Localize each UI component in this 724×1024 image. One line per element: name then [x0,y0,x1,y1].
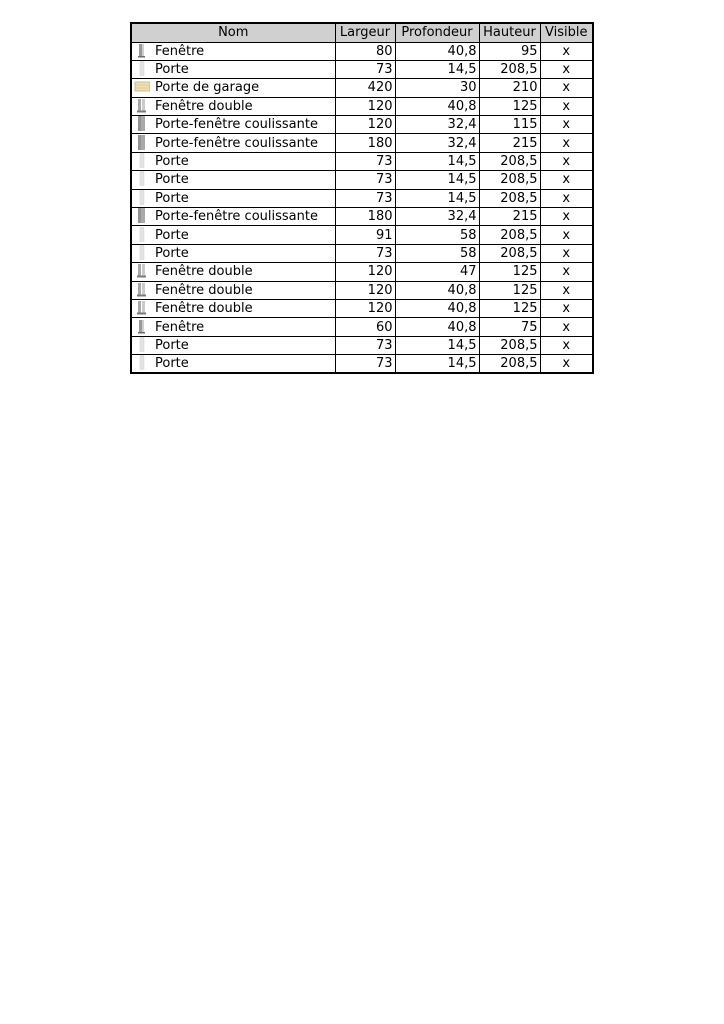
door-icon [134,153,150,168]
row-name-label: Porte [155,154,189,170]
cell-largeur[interactable]: 120 [335,281,395,299]
cell-profondeur[interactable]: 14,5 [395,336,479,354]
header-nom[interactable]: Nom [131,23,335,42]
cell-hauteur[interactable]: 115 [479,116,540,134]
row-name-label: Porte [155,172,189,188]
cell-nom[interactable] [131,244,335,262]
cell-visible[interactable]: x [540,355,593,374]
cell-profondeur[interactable]: 58 [395,244,479,262]
row-name-label: Fenêtre double [155,264,253,280]
table-row[interactable] [131,355,593,374]
cell-largeur[interactable]: 73 [335,244,395,262]
cell-largeur[interactable]: 73 [335,171,395,189]
cell-visible[interactable]: x [540,60,593,78]
cell-largeur[interactable]: 73 [335,189,395,207]
cell-largeur[interactable]: 420 [335,79,395,97]
row-name-label: Porte-fenêtre coulissante [155,117,318,133]
cell-profondeur[interactable]: 40,8 [395,281,479,299]
cell-nom[interactable] [131,263,335,281]
table-row[interactable] [131,244,593,262]
door-icon [134,355,150,370]
door-icon [134,227,150,242]
cell-profondeur[interactable]: 47 [395,263,479,281]
cell-hauteur[interactable]: 208,5 [479,336,540,354]
cell-hauteur[interactable]: 95 [479,42,540,60]
table-header-row [131,23,593,42]
row-name-label: Porte [155,227,189,243]
double-window-icon [134,282,150,297]
cell-visible[interactable]: x [540,116,593,134]
cell-visible[interactable]: x [540,189,593,207]
cell-nom[interactable] [131,116,335,134]
cell-visible[interactable]: x [540,171,593,189]
cell-hauteur[interactable]: 208,5 [479,60,540,78]
cell-hauteur[interactable]: 210 [479,79,540,97]
cell-nom[interactable] [131,42,335,60]
cell-largeur[interactable]: 180 [335,134,395,152]
cell-hauteur[interactable]: 208,5 [479,226,540,244]
double-window-icon [134,98,150,113]
cell-profondeur[interactable]: 32,4 [395,208,479,226]
cell-largeur[interactable]: 120 [335,116,395,134]
row-name-label: Fenêtre double [155,282,253,298]
table-row[interactable] [131,226,593,244]
cell-nom[interactable] [131,336,335,354]
cell-largeur[interactable]: 120 [335,263,395,281]
row-name-label: Porte [155,356,189,372]
cell-hauteur[interactable]: 208,5 [479,355,540,374]
header-hauteur[interactable]: Hauteur [479,23,540,42]
cell-largeur[interactable]: 73 [335,336,395,354]
cell-hauteur[interactable]: 208,5 [479,189,540,207]
cell-nom[interactable] [131,355,335,374]
cell-profondeur[interactable]: 40,8 [395,97,479,115]
cell-visible[interactable]: x [540,97,593,115]
cell-largeur[interactable]: 73 [335,152,395,170]
header-visible[interactable]: Visible [540,23,593,42]
cell-largeur[interactable]: 73 [335,355,395,374]
cell-visible[interactable]: x [540,244,593,262]
garage-door-icon [134,79,150,94]
cell-visible[interactable]: x [540,226,593,244]
furniture-table [130,22,594,374]
row-name-label: Fenêtre [155,319,205,335]
table-row[interactable] [131,336,593,354]
cell-profondeur[interactable]: 30 [395,79,479,97]
row-name-label: Porte [155,337,189,353]
cell-profondeur[interactable]: 14,5 [395,355,479,374]
cell-nom[interactable] [131,281,335,299]
sliding-door-icon [134,135,150,150]
cell-hauteur[interactable]: 125 [479,263,540,281]
cell-profondeur[interactable]: 32,4 [395,134,479,152]
cell-hauteur[interactable]: 208,5 [479,244,540,262]
cell-nom[interactable] [131,208,335,226]
cell-profondeur[interactable]: 40,8 [395,318,479,336]
cell-nom[interactable] [131,299,335,317]
window-icon [134,319,150,334]
row-name-label: Porte de garage [155,80,260,96]
row-name-label: Porte [155,245,189,261]
cell-profondeur[interactable]: 14,5 [395,152,479,170]
cell-hauteur[interactable]: 215 [479,134,540,152]
cell-nom[interactable] [131,60,335,78]
door-icon [134,245,150,260]
door-icon [134,190,150,205]
cell-nom[interactable] [131,134,335,152]
table-row[interactable] [131,152,593,170]
row-name-label: Porte-fenêtre coulissante [155,209,318,225]
header-profondeur[interactable]: Profondeur [395,23,479,42]
double-window-icon [134,263,150,278]
row-name-label: Fenêtre double [155,301,253,317]
cell-visible[interactable]: x [540,336,593,354]
cell-profondeur[interactable]: 40,8 [395,299,479,317]
table-row[interactable] [131,134,593,152]
cell-nom[interactable] [131,318,335,336]
cell-profondeur[interactable]: 40,8 [395,42,479,60]
table-row[interactable] [131,189,593,207]
cell-hauteur[interactable]: 125 [479,299,540,317]
table-row[interactable] [131,79,593,97]
table-row[interactable] [131,281,593,299]
row-name-label: Fenêtre [155,43,205,59]
row-name-label: Porte [155,62,189,78]
cell-nom[interactable] [131,97,335,115]
cell-hauteur[interactable]: 215 [479,208,540,226]
cell-nom[interactable] [131,152,335,170]
double-window-icon [134,300,150,315]
cell-hauteur[interactable]: 125 [479,281,540,299]
cell-profondeur[interactable]: 14,5 [395,60,479,78]
cell-largeur[interactable]: 91 [335,226,395,244]
door-icon [134,61,150,76]
cell-largeur[interactable]: 80 [335,42,395,60]
cell-visible[interactable]: x [540,152,593,170]
cell-nom[interactable] [131,79,335,97]
cell-largeur[interactable]: 180 [335,208,395,226]
cell-largeur[interactable]: 120 [335,97,395,115]
cell-profondeur[interactable]: 58 [395,226,479,244]
table-row[interactable] [131,60,593,78]
cell-hauteur[interactable]: 208,5 [479,152,540,170]
cell-visible[interactable]: x [540,318,593,336]
cell-nom[interactable] [131,171,335,189]
table-row[interactable] [131,42,593,60]
table-row[interactable] [131,97,593,115]
table-row[interactable] [131,116,593,134]
door-icon [134,171,150,186]
cell-largeur[interactable]: 73 [335,60,395,78]
sliding-door-icon [134,116,150,131]
header-largeur[interactable]: Largeur [335,23,395,42]
cell-hauteur[interactable]: 75 [479,318,540,336]
table-row[interactable] [131,263,593,281]
cell-profondeur[interactable]: 32,4 [395,116,479,134]
cell-visible[interactable]: x [540,134,593,152]
sliding-door-icon [134,208,150,223]
cell-visible[interactable]: x [540,42,593,60]
cell-visible[interactable]: x [540,208,593,226]
cell-nom[interactable] [131,189,335,207]
cell-profondeur[interactable]: 14,5 [395,189,479,207]
cell-largeur[interactable]: 60 [335,318,395,336]
door-icon [134,337,150,352]
cell-visible[interactable]: x [540,299,593,317]
cell-hauteur[interactable]: 125 [479,97,540,115]
cell-profondeur[interactable]: 14,5 [395,171,479,189]
table-row[interactable] [131,318,593,336]
furniture-list-sheet [130,22,594,374]
cell-nom[interactable] [131,226,335,244]
table-row[interactable] [131,208,593,226]
window-icon [134,43,150,58]
row-name-label: Fenêtre double [155,98,253,114]
cell-largeur[interactable]: 120 [335,299,395,317]
cell-visible[interactable]: x [540,263,593,281]
table-row[interactable] [131,299,593,317]
cell-hauteur[interactable]: 208,5 [479,171,540,189]
cell-visible[interactable]: x [540,281,593,299]
row-name-label: Porte [155,190,189,206]
row-name-label: Porte-fenêtre coulissante [155,135,318,151]
cell-visible[interactable]: x [540,79,593,97]
table-row[interactable] [131,171,593,189]
